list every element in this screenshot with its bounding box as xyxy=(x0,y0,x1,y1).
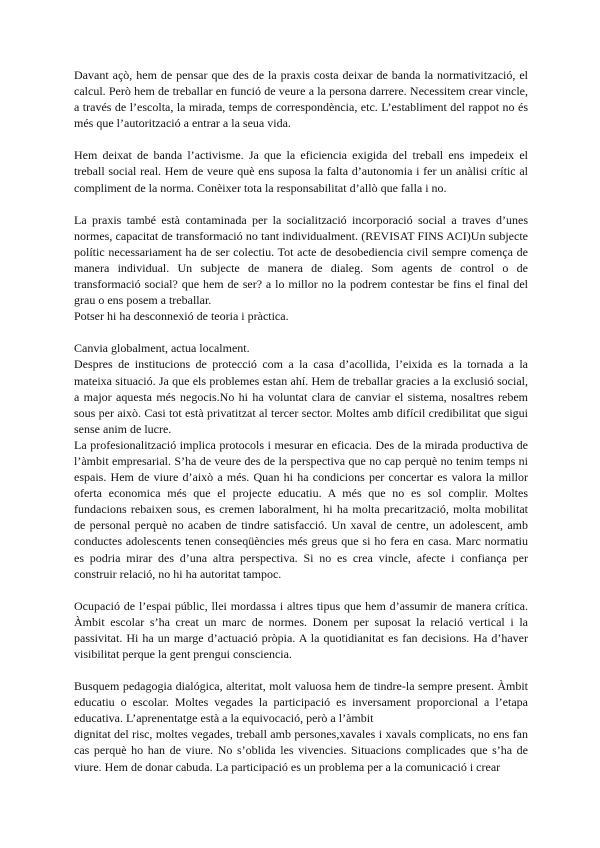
paragraph-pedagogia-dialogica: Busquem pedagogia dialógica, alteritat, molt valuosa hem de tindre-la sempre present. Àmbit educatiu o escolar. Moltes vegades la participació es inversament proporcional a l’etapa educativa. L’aprenentatge està a la equivocació, però a l’àmbit xyxy=(74,679,528,726)
paragraph-profesionalitzacio: La profesionalització implica protocols i mesurar en eficacia. Des de la mirada productiva de l’àmbit empresarial. S’ha de veure des de la perspectiva que no cap perquè no tenim temps ni espais. Hem de viure d’això a més. Quan hi ha condicions per concertar es valora la millor oferta economica més que el projecte educatiu. A més que no es sol complir. Moltes fundacions rebaixen sous, es cremen laboralment, hi ha molta precarització, molta mobilitat de personal perquè no acaben de tindre satisfacció. Un xaval de centre, un adolescent, amb conductes adolescents tenen conseqüències més greus que si ho fera en casa. Marc normatiu es podria mirar des d’una altra perspectiva. Si no es crea vincle, afecte i confiança per construir relació, no hi ha autoritat tampoc. xyxy=(74,437,528,581)
paragraph-canvia-globalment: Canvia globalment, actua localment. xyxy=(74,341,250,356)
paragraph-praxis-normativitzacio: Davant açò, hem de pensar que des de la praxis costa deixar de banda la normativització, el calcul. Però hem de treballar en funció de veure a la persona darrere. Necessitem crear vincle, a través de l’escolta, la mirada, temps de correspondència, etc. L’establiment del rappot no és més que l’autorització a entrar a la seua vida. xyxy=(74,68,528,131)
paragraph-spacer xyxy=(74,196,528,212)
paragraph-desconnexio: Potser hi ha desconnexió de teoria i pràctica. xyxy=(74,309,289,324)
paragraph-spacer xyxy=(74,131,528,147)
paragraph-spacer xyxy=(74,662,528,678)
paragraph-spacer xyxy=(74,324,528,340)
paragraph-praxis-contaminada: La praxis també està contaminada per la socialització incorporació social a traves d’unes normes, capacitat de transformació no tant individualment. (REVISAT FINS ACI)Un subjecte polític necessariament ha de ser colectiu. Tot acte de desobediencia civil sempre comença de manera individual. Un subjecte de manera de dialeg. Som agents de control o de transformació social? que hem de ser? a lo millor no la podrem contestar be fins el final del grau o ens posem a treballar. xyxy=(74,212,528,308)
paragraph-espai-public: Ocupació de l’espai públic, llei mordassa i altres tipus que hem d’assumir de manera crítica. Àmbit escolar s’ha creat un marc de normes. Donem per suposat la relació vertical i la passivitat. Hi ha un marge d’actuació pròpia. A la quotidianitat es fan decisions. Ha d’haver visibilitat perque la gent prengui consciencia. xyxy=(74,598,528,661)
paragraph-institucions-proteccio: Despres de institucions de protecció com a la casa d’acollida, l’eixida es la tornada a la mateixa situació. Ja que els problemes estan ahí. Hem de treballar gracies a la exclusió social, a major aquesta més negocis.No hi ha voluntat clara de canviar el sistema, nosaltres rebem sous per això. Casi tot està privatitzat al tercer sector. Moltes amb difícil credibilitat que sigui sense anim de lucre. xyxy=(74,357,528,436)
document-body xyxy=(74,67,528,775)
paragraph-activisme: Hem deixat de banda l’activisme. Ja que la eficiencia exigida del treball ens impedeix el treball social real. Hem de veure què ens suposa la falta d’autonomia i fer un anàlisi crític al compliment de la norma. Conèixer tota la responsabilitat d’allò que falla i no. xyxy=(74,148,528,195)
paragraph-spacer xyxy=(74,582,528,598)
paragraph-dignitat-risc: dignitat del risc, moltes vegades, treball amb persones,xavales i xavals complicats, no ens fan cas perquè ho han de viure. No s’oblida les vivencies. Situacions complicades que s’ha de viure. Hem de donar cabuda. La participació es un problema per a la comunicació i crear xyxy=(74,727,528,774)
